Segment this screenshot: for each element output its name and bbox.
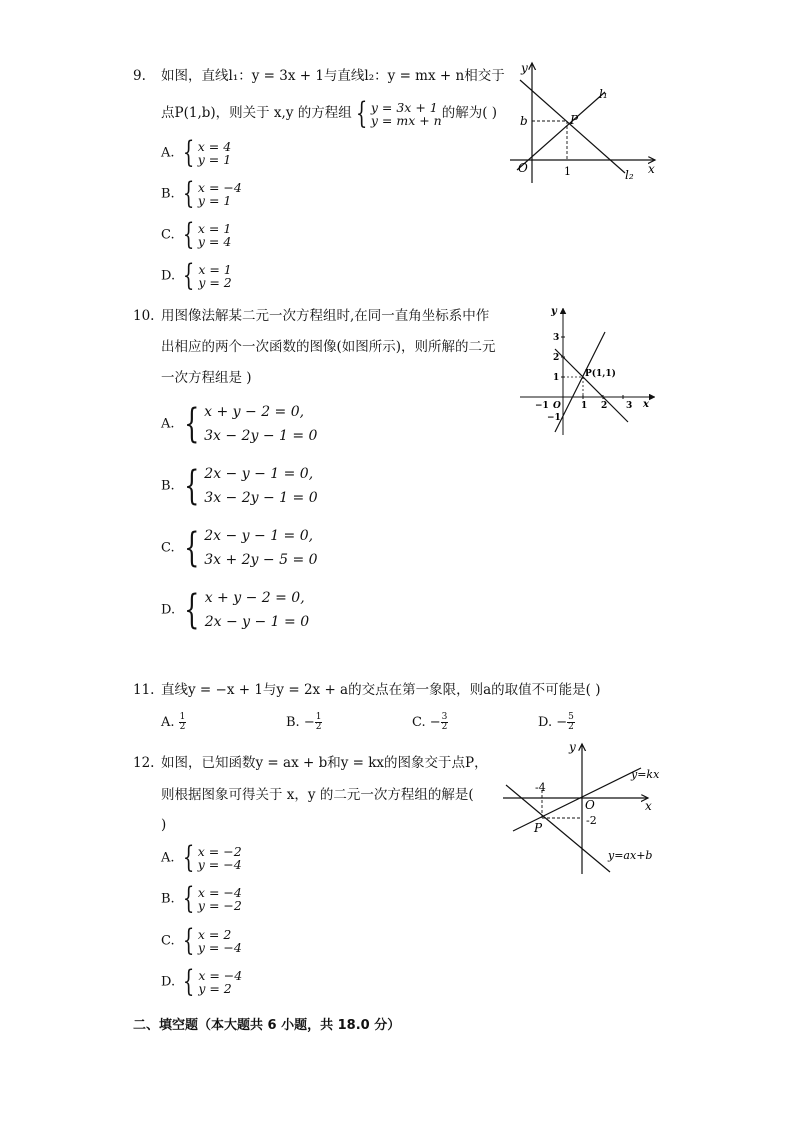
fraction (315, 713, 323, 732)
question-number: 11. (133, 682, 155, 698)
equation-line: x = 2 (197, 927, 232, 942)
question-stem-line1: 如图，直线l₁：y = 3x + 1与直线l₂：y = mx + n相交于 (161, 68, 505, 84)
x-tick-label: 1 (564, 165, 571, 178)
equation-line: x = 1 (198, 262, 232, 277)
equation-line: y = mx + n (370, 112, 442, 128)
equation-line: 3x + 2y − 5 = 0 (204, 552, 318, 568)
equation-line: y = −2 (197, 898, 242, 913)
line-l1 (517, 92, 605, 170)
q12-graph (498, 738, 668, 878)
option-label: A. (161, 416, 175, 432)
equation-line: y = −4 (197, 857, 242, 872)
line-label-kx: y=kx (631, 768, 660, 781)
equation-line: 2x − y − 1 = 0 (204, 614, 310, 630)
fraction (441, 713, 449, 732)
stem-text: 点P(1,b)，则关于 x,y 的方程组 (161, 105, 352, 121)
equation-line: x + y − 2 = 0, (204, 404, 305, 420)
option-a[interactable] (161, 840, 242, 875)
y-axis-label: y (551, 306, 557, 317)
option-label: D. (538, 715, 553, 730)
fraction (179, 713, 187, 732)
denominator: 2 (179, 722, 186, 732)
equation-system: { x = −4 y = 2 (183, 964, 243, 999)
option-c[interactable] (161, 923, 242, 958)
option-label: D. (161, 974, 176, 990)
equation-line: y = 2 (198, 275, 232, 290)
option-c[interactable] (161, 217, 232, 252)
equation-line: y = 1 (197, 152, 232, 167)
x-tick-label: -4 (535, 781, 546, 794)
point-p-label: P (534, 821, 543, 835)
equation-line: 2x − y − 1 = 0, (204, 528, 314, 544)
equation-system: { x = 1 y = 2 (183, 258, 232, 293)
denominator: 2 (568, 722, 574, 732)
l2-label: l₂ (625, 168, 634, 182)
question-stem-line3: ) (161, 817, 167, 833)
equation-system: { y = 3x + 1 y = mx + n (355, 95, 442, 131)
equation-line: y = 1 (197, 193, 232, 208)
equation-line: x + y − 2 = 0, (204, 590, 305, 606)
y-axis-label: y (569, 740, 576, 754)
equation-system: { x = −2 y = −4 (182, 840, 242, 875)
sign: − (429, 715, 441, 730)
option-label: C. (412, 715, 426, 730)
equation-system: { x = −4 y = −2 (182, 881, 242, 916)
x-tick-label: 3 (626, 401, 633, 411)
question-stem-line1: 用图像法解某二元一次方程组时,在同一直角坐标系中作 (161, 308, 490, 324)
equation-line: x = −4 (197, 180, 242, 195)
numerator: 3 (441, 712, 448, 722)
equation-line: y = 3x + 1 (370, 99, 438, 115)
point-p-label: P (570, 113, 579, 127)
b-label: b (520, 114, 528, 128)
option-b[interactable] (286, 713, 322, 732)
option-label: A. (161, 850, 175, 866)
question-number: 12. (133, 755, 155, 771)
origin-label: O (518, 161, 528, 175)
question-stem-line2: 则根据图象可得关于 x，y 的二元一次方程组的解是( (161, 787, 474, 803)
equation-line: y = 4 (197, 234, 232, 249)
option-label: B. (161, 891, 175, 907)
point-p-label: P(1,1) (585, 369, 616, 379)
option-label: D. (161, 602, 176, 618)
question-number: 10. (133, 308, 155, 324)
equation-line: 2x − y − 1 = 0, (204, 466, 314, 482)
option-a[interactable] (161, 135, 232, 170)
denominator: 2 (315, 722, 322, 732)
option-label: C. (161, 933, 175, 949)
equation-line: x = 1 (197, 221, 232, 236)
equation-system: { x = 1 y = 4 (182, 217, 232, 252)
q9-graph (505, 55, 665, 190)
option-c[interactable] (161, 524, 318, 572)
option-a[interactable] (161, 713, 186, 732)
origin-label: O (553, 401, 561, 411)
question-stem-line3: 一次方程组是 ) (161, 370, 252, 386)
option-label: C. (161, 227, 175, 243)
fraction (567, 713, 575, 732)
section-heading: 二、填空题（本大题共 6 小题，共 18.0 分） (133, 1018, 401, 1033)
line-y-kx (513, 768, 641, 831)
y-tick-label: -2 (586, 814, 597, 827)
line-label-axb: y=ax+b (608, 849, 653, 862)
sign: − (303, 715, 315, 730)
denominator: 2 (441, 722, 448, 732)
equation-system: { x + y − 2 = 0, 2x − y − 1 = 0 (184, 587, 310, 633)
option-label: C. (161, 540, 175, 556)
equation-system: { 2x − y − 1 = 0, 3x + 2y − 5 = 0 (183, 525, 318, 571)
equation-line: 3x − 2y − 1 = 0 (204, 490, 318, 506)
question-stem-line1: 如图，已知函数y = ax + b和y = kx的图象交于点P， (161, 755, 488, 771)
equation-line: x = −2 (197, 844, 242, 859)
equation-system: { x = −4 y = 1 (182, 176, 242, 211)
equation-system: { x = 2 y = −4 (182, 923, 242, 958)
option-d[interactable] (161, 586, 309, 634)
equation-line: x = −4 (197, 885, 242, 900)
option-c[interactable] (412, 713, 448, 732)
option-b[interactable] (161, 462, 318, 510)
equation-system: { x = 4 y = 1 (182, 135, 232, 170)
x-tick-label: 1 (581, 401, 588, 411)
option-label: B. (161, 478, 175, 494)
stem-text: 的解为( ) (441, 105, 498, 121)
equation-line: x = 4 (197, 139, 232, 154)
option-label: D. (161, 268, 176, 284)
numerator: 1 (315, 712, 322, 722)
option-d[interactable] (161, 258, 232, 293)
x-tick-label: 2 (601, 401, 608, 411)
x-axis-label: x (648, 162, 655, 176)
option-d[interactable] (538, 713, 575, 732)
equation-line: y = −4 (197, 940, 242, 955)
y-axis-label: y (521, 61, 528, 75)
x-axis-label: x (645, 799, 652, 813)
numerator: 1 (179, 712, 186, 722)
q10-graph (515, 300, 660, 440)
option-b[interactable] (161, 176, 242, 211)
x-axis-label: x (643, 399, 649, 410)
l1-label: l₁ (599, 87, 608, 101)
equation-system: { x + y − 2 = 0, 3x − 2y − 1 = 0 (183, 401, 318, 447)
option-d[interactable] (161, 964, 243, 999)
equation-line: 3x − 2y − 1 = 0 (204, 428, 318, 444)
question-stem-line2: 出相应的两个一次函数的图像(如图所示)，则所解的二元 (161, 339, 496, 355)
option-a[interactable] (161, 400, 317, 448)
numerator: 5 (568, 712, 574, 722)
option-label: B. (161, 186, 175, 202)
option-b[interactable] (161, 881, 242, 916)
x-tick-label: −1 (535, 401, 549, 411)
question-number: 9. (133, 68, 146, 84)
option-label: A. (161, 145, 175, 161)
option-label: B. (286, 715, 300, 730)
question-stem-line2 (161, 95, 498, 131)
equation-line: x = −4 (198, 968, 243, 983)
y-tick-label: 3 (553, 333, 560, 343)
equation-system: { 2x − y − 1 = 0, 3x − 2y − 1 = 0 (183, 463, 318, 509)
sign: − (556, 715, 568, 730)
y-tick-label: 2 (553, 353, 560, 363)
y-tick-label: 1 (553, 373, 560, 383)
y-tick-label: −1 (547, 413, 561, 423)
question-stem: 直线y = −x + 1与y = 2x + a的交点在第一象限，则a的取值不可能是( ) (161, 682, 601, 698)
option-label: A. (161, 715, 175, 730)
equation-line: y = 2 (198, 981, 232, 996)
origin-label: O (585, 798, 595, 812)
